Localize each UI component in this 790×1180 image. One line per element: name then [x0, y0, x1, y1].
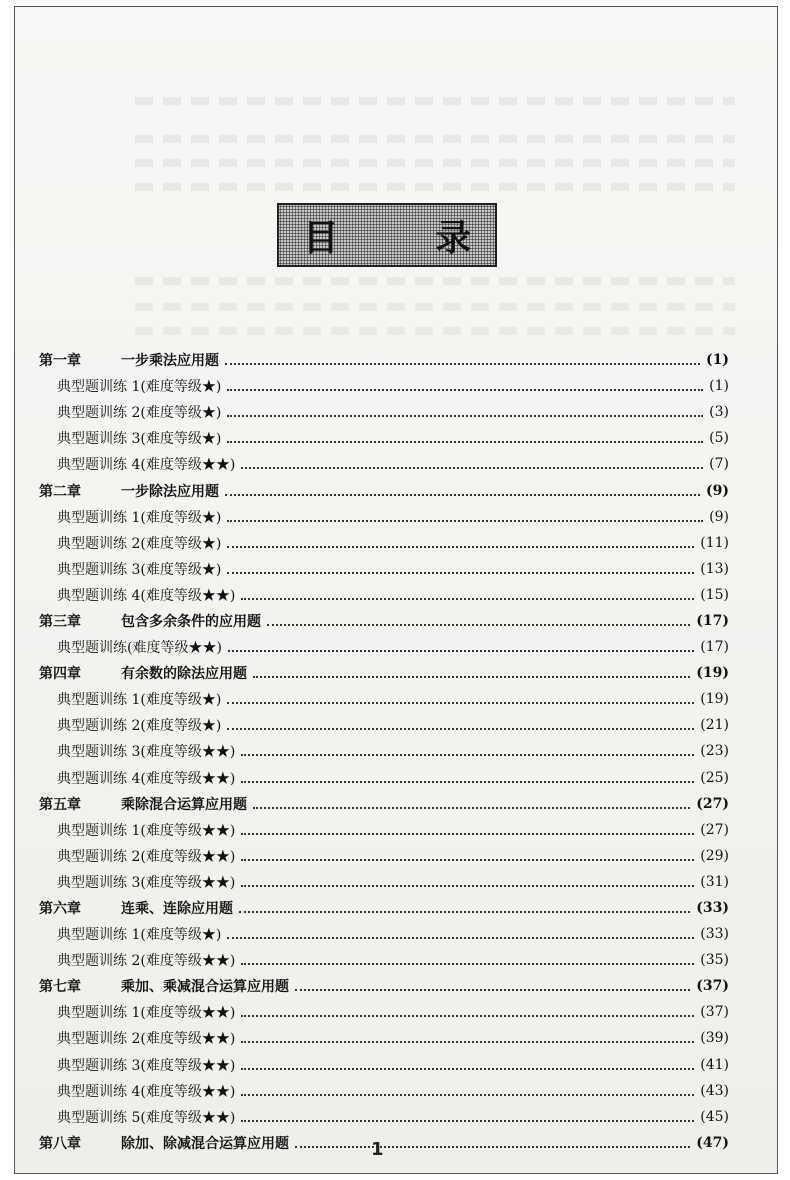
- dot-leader: [241, 1120, 694, 1122]
- dot-leader: [241, 859, 694, 861]
- section-title: 典型题训练 4(难度等级★★): [57, 587, 236, 604]
- chapter-title: [39, 1133, 289, 1153]
- toc-page-number: (3): [709, 404, 729, 421]
- page-number-footer: 1: [371, 1139, 384, 1160]
- toc-chapter-row[interactable]: [39, 895, 729, 921]
- toc-page-number: (1): [709, 378, 729, 395]
- table-of-contents: [39, 347, 729, 1156]
- chapter-name: 一步乘法应用题: [121, 353, 219, 370]
- toc-page-number: (41): [700, 1056, 729, 1073]
- section-title: 典型题训练 3(难度等级★★): [57, 1057, 236, 1074]
- toc-section-row[interactable]: [39, 1052, 729, 1078]
- dot-leader: [225, 363, 700, 365]
- dot-leader: [227, 572, 694, 574]
- chapter-number: 第六章: [39, 901, 81, 918]
- toc-page-number: (31): [700, 873, 729, 890]
- toc-page-number: (11): [700, 534, 729, 551]
- chapter-title: [39, 611, 261, 631]
- chapter-title: [39, 976, 289, 996]
- dot-leader: [241, 1041, 694, 1043]
- toc-chapter-row[interactable]: [39, 660, 729, 686]
- bleed-through-text: [135, 183, 735, 191]
- toc-page-number: (33): [700, 926, 729, 943]
- bleed-through-text: [135, 303, 735, 311]
- toc-page-number: (19): [700, 691, 729, 708]
- section-title: 典型题训练 1(难度等级★★): [57, 1005, 236, 1022]
- toc-page-number: (1): [706, 352, 729, 369]
- section-title: 典型题训练 1(难度等级★): [57, 379, 222, 396]
- toc-page-number: (23): [700, 743, 729, 760]
- toc-page-number: (9): [709, 508, 729, 525]
- toc-page-number: (7): [709, 456, 729, 473]
- section-title: 典型题训练 2(难度等级★★): [57, 953, 236, 970]
- toc-page-number: (19): [696, 665, 729, 682]
- dot-leader: [241, 754, 694, 756]
- chapter-name: 连乘、连除应用题: [121, 901, 233, 918]
- chapter-name: 乘除混合运算应用题: [121, 796, 247, 813]
- toc-section-row[interactable]: [39, 738, 729, 764]
- toc-page-number: (9): [706, 482, 729, 499]
- dot-leader: [228, 650, 694, 652]
- chapter-number: 第四章: [39, 666, 81, 683]
- bleed-through-text: [135, 277, 735, 285]
- toc-section-row[interactable]: [39, 712, 729, 738]
- toc-section-row[interactable]: [39, 843, 729, 869]
- dot-leader: [241, 781, 694, 783]
- toc-section-row[interactable]: [39, 556, 729, 582]
- toc-page-number: (43): [700, 1082, 729, 1099]
- toc-section-row[interactable]: [39, 765, 729, 791]
- toc-page-number: (33): [696, 900, 729, 917]
- dot-leader: [227, 441, 703, 443]
- section-title: 典型题训练 3(难度等级★★): [57, 874, 236, 891]
- dot-leader: [241, 963, 694, 965]
- dot-leader: [241, 467, 703, 469]
- chapter-name: 乘加、乘减混合运算应用题: [121, 979, 289, 996]
- section-title: 典型题训练 1(难度等级★): [57, 692, 222, 709]
- toc-chapter-row[interactable]: [39, 477, 729, 503]
- chapter-number: 第五章: [39, 796, 81, 813]
- dot-leader: [225, 494, 700, 496]
- toc-page-number: (13): [700, 560, 729, 577]
- toc-chapter-row[interactable]: [39, 347, 729, 373]
- toc-section-row[interactable]: [39, 817, 729, 843]
- toc-section-row[interactable]: [39, 530, 729, 556]
- dot-leader: [227, 937, 694, 939]
- toc-page-number: (15): [700, 586, 729, 603]
- toc-section-row[interactable]: [39, 451, 729, 477]
- bleed-through-text: [135, 327, 735, 335]
- chapter-name: 一步除法应用题: [121, 483, 219, 500]
- chapter-number: 第七章: [39, 979, 81, 996]
- chapter-name: 包含多余条件的应用题: [121, 613, 261, 630]
- bleed-through-text: [135, 135, 735, 143]
- toc-section-row[interactable]: [39, 999, 729, 1025]
- section-title: 典型题训练 2(难度等级★★): [57, 1031, 236, 1048]
- chapter-title: [39, 481, 219, 501]
- toc-page-number: (27): [700, 821, 729, 838]
- section-title: 典型题训练 2(难度等级★★): [57, 848, 236, 865]
- bleed-through-text: [135, 159, 735, 167]
- chapter-number: 第八章: [39, 1135, 81, 1152]
- toc-section-row[interactable]: [39, 947, 729, 973]
- section-title: 典型题训练 1(难度等级★): [57, 509, 222, 526]
- section-title: 典型题训练(难度等级★★): [57, 640, 222, 657]
- toc-section-row[interactable]: [39, 686, 729, 712]
- section-title: 典型题训练 4(难度等级★★): [57, 1083, 236, 1100]
- dot-leader: [253, 807, 690, 809]
- dot-leader: [227, 728, 694, 730]
- toc-section-row[interactable]: [39, 504, 729, 530]
- section-title: 典型题训练 3(难度等级★): [57, 561, 222, 578]
- dot-leader: [267, 624, 690, 626]
- chapter-number: 第三章: [39, 613, 81, 630]
- section-title: 典型题训练 4(难度等级★★): [57, 457, 236, 474]
- toc-section-row[interactable]: [39, 399, 729, 425]
- dot-leader: [253, 676, 690, 678]
- toc-section-row[interactable]: [39, 634, 729, 660]
- toc-page-number: (39): [700, 1030, 729, 1047]
- dot-leader: [241, 598, 694, 600]
- section-title: 典型题训练 3(难度等级★★): [57, 744, 236, 761]
- toc-page-number: (29): [700, 847, 729, 864]
- chapter-title: [39, 663, 247, 683]
- bleed-through-text: [135, 97, 735, 105]
- chapter-title: [39, 794, 247, 814]
- toc-page-number: (5): [709, 430, 729, 447]
- section-title: 典型题训练 3(难度等级★): [57, 431, 222, 448]
- toc-page-number: (45): [700, 1108, 729, 1125]
- toc-page-number: (35): [700, 952, 729, 969]
- contents-title-box: [277, 203, 514, 267]
- toc-chapter-row[interactable]: [39, 608, 729, 634]
- chapter-name: 有余数的除法应用题: [121, 666, 247, 683]
- dot-leader: [227, 546, 694, 548]
- toc-section-row[interactable]: [39, 582, 729, 608]
- dot-leader: [227, 415, 703, 417]
- book-page: [14, 6, 778, 1174]
- toc-chapter-row[interactable]: [39, 791, 729, 817]
- toc-page-number: (17): [700, 639, 729, 656]
- toc-section-row[interactable]: [39, 1104, 729, 1130]
- toc-page-number: (27): [696, 795, 729, 812]
- dot-leader: [295, 989, 690, 991]
- contents-title: 目 录: [302, 217, 514, 259]
- dot-leader: [241, 1068, 694, 1070]
- toc-page-number: (37): [696, 978, 729, 995]
- section-title: 典型题训练 4(难度等级★★): [57, 770, 236, 787]
- dot-leader: [241, 885, 694, 887]
- chapter-title: [39, 898, 233, 918]
- section-title: 典型题训练 2(难度等级★): [57, 535, 222, 552]
- toc-page-number: (37): [700, 1004, 729, 1021]
- toc-page-number: (25): [700, 769, 729, 786]
- chapter-number: 第一章: [39, 353, 81, 370]
- dot-leader: [241, 1094, 694, 1096]
- chapter-title: [39, 350, 219, 370]
- toc-section-row[interactable]: [39, 921, 729, 947]
- section-title: 典型题训练 1(难度等级★★): [57, 822, 236, 839]
- dot-leader: [239, 911, 690, 913]
- toc-section-row[interactable]: [39, 425, 729, 451]
- toc-section-row[interactable]: [39, 869, 729, 895]
- toc-page-number: (17): [696, 612, 729, 629]
- section-title: 典型题训练 5(难度等级★★): [57, 1109, 236, 1126]
- toc-section-row[interactable]: [39, 1025, 729, 1051]
- section-title: 典型题训练 2(难度等级★): [57, 405, 222, 422]
- dot-leader: [227, 389, 703, 391]
- toc-page-number: (47): [696, 1134, 729, 1151]
- toc-section-row[interactable]: [39, 1078, 729, 1104]
- dot-leader: [241, 833, 694, 835]
- toc-chapter-row[interactable]: [39, 1130, 729, 1156]
- toc-section-row[interactable]: [39, 373, 729, 399]
- dot-leader: [295, 1146, 690, 1148]
- chapter-name: 除加、除减混合运算应用题: [121, 1135, 289, 1152]
- chapter-number: 第二章: [39, 483, 81, 500]
- section-title: 典型题训练 2(难度等级★): [57, 718, 222, 735]
- section-title: 典型题训练 1(难度等级★): [57, 927, 222, 944]
- dot-leader: [227, 702, 694, 704]
- toc-page-number: (21): [700, 717, 729, 734]
- dot-leader: [241, 1015, 694, 1017]
- dot-leader: [227, 520, 703, 522]
- toc-chapter-row[interactable]: [39, 973, 729, 999]
